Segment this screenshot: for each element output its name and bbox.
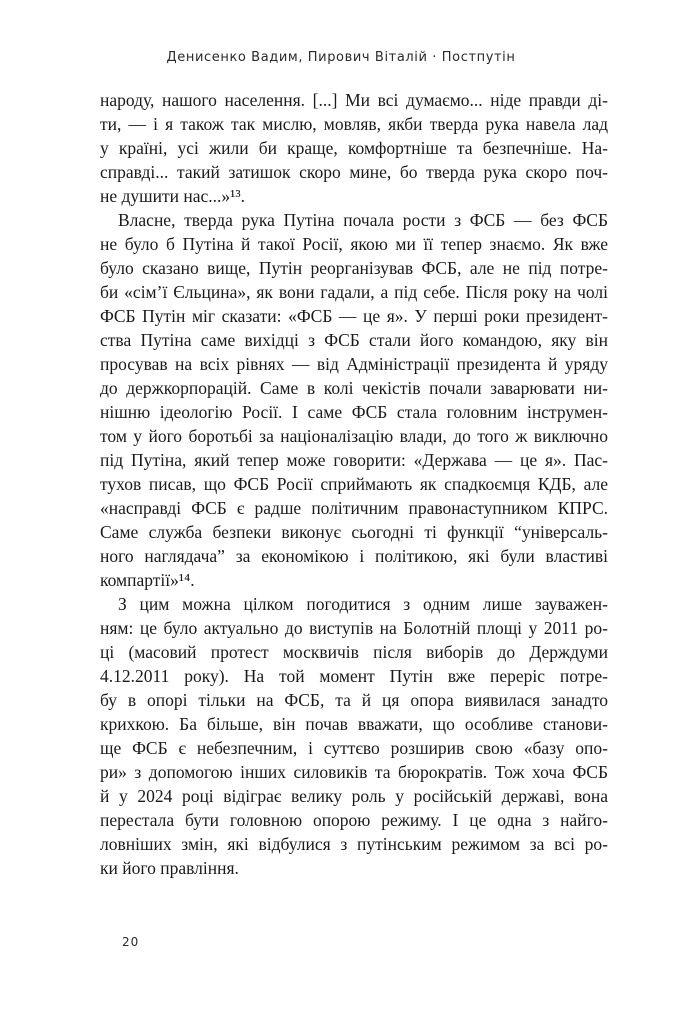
text-line: ловніших змін, які відбулися з путінським режимом за всі ро- [100,834,608,854]
text-line: ства Путіна саме вихідці з ФСБ стали його командою, яку він [100,330,608,350]
text-line: не було б Путіна й такої Росії, якою ми її тепер знаємо. Як вже [100,234,608,254]
text-line: ФСБ Путін міг сказати: «ФСБ — це я». У перші роки президент- [100,306,608,326]
text-line: Саме служба безпеки виконує сьогодні ті функції “універсаль- [100,522,608,542]
text-line: 4.12.2011 року). На той момент Путін вже переріс потре- [100,666,608,686]
text-line: З цим можна цілком погодитися з одним лише зауважен- [118,594,608,614]
page-number: 20 [122,935,140,949]
text-line: ти, — і я також так мислю, мовляв, якби тверда рука навела лад [100,114,608,134]
running-head: Денисенко Вадим, Пирович Віталій · Постпутін [166,50,516,65]
text-line: ці (масовий протест москвичів після виборів до Держдуми [100,642,608,662]
text-line: народу, нашого населення. [...] Ми всі думаємо... ніде правди ді- [100,90,608,110]
text-line: би «сім’ї Єльцина», як вони гадали, а під себе. Після року на чолі [100,282,608,302]
text-line: у країні, усі жили би краще, комфортніше та безпечніше. На- [100,138,608,158]
text-line: нішню ідеологію Росії. І саме ФСБ стала головним інструмен- [100,402,608,422]
text-line: ки його правління. [100,858,239,878]
text-line: було сказано вище, Путін реорганізував ФСБ, але не під потре- [100,258,608,278]
text-line: ри» з допомогою інших силовиків та бюрократів. Тож хоча ФСБ [100,762,608,782]
text-line: том у його боротьбі за націоналізацію влади, до того ж виключно [100,426,608,446]
text-line: ням: це було актуально до виступів на Болотній площі у 2011 ро- [100,618,608,638]
text-line: ного наглядача” за економікою і політикою, які були властиві [100,546,608,566]
text-line: крихкою. Ба більше, він почав вважати, що особливе станови- [100,714,608,734]
text-line: не душити нас...»¹³. [100,186,246,206]
paragraph-1 [100,88,608,208]
text-line: й у 2024 році відіграє велику роль у російській державі, вона [100,786,608,806]
text-line: просував на всіх рівнях — від Адміністрації президента й уряду [100,354,608,374]
text-line: справді... такий затишок скоро мине, бо тверда рука скоро поч- [100,162,608,182]
text-line: Власне, тверда рука Путіна почала рости з ФСБ — без ФСБ [118,210,608,230]
text-line: бу в опорі тільки на ФСБ, та й ця опора виявилася занадто [100,690,608,710]
paragraph-3 [100,592,608,880]
body-text [100,88,608,880]
text-line: «насправді ФСБ є радше політичним правонаступником КПРС. [100,498,608,518]
text-line: компартії»¹⁴. [100,570,195,590]
text-line: ще ФСБ є небезпечним, і суттєво розширив свою «базу опо- [100,738,608,758]
text-line: перестала бути головною опорою режиму. І це одна з найго- [100,810,608,830]
paragraph-2 [100,208,608,592]
text-line: під Путіна, який тепер може говорити: «Держава — це я». Пас- [100,450,608,470]
text-line: до держкорпорацій. Саме в колі чекістів почали заварювати ни- [100,378,608,398]
text-line: тухов писав, що ФСБ Росії сприймають як спадкоємця КДБ, але [100,474,608,494]
